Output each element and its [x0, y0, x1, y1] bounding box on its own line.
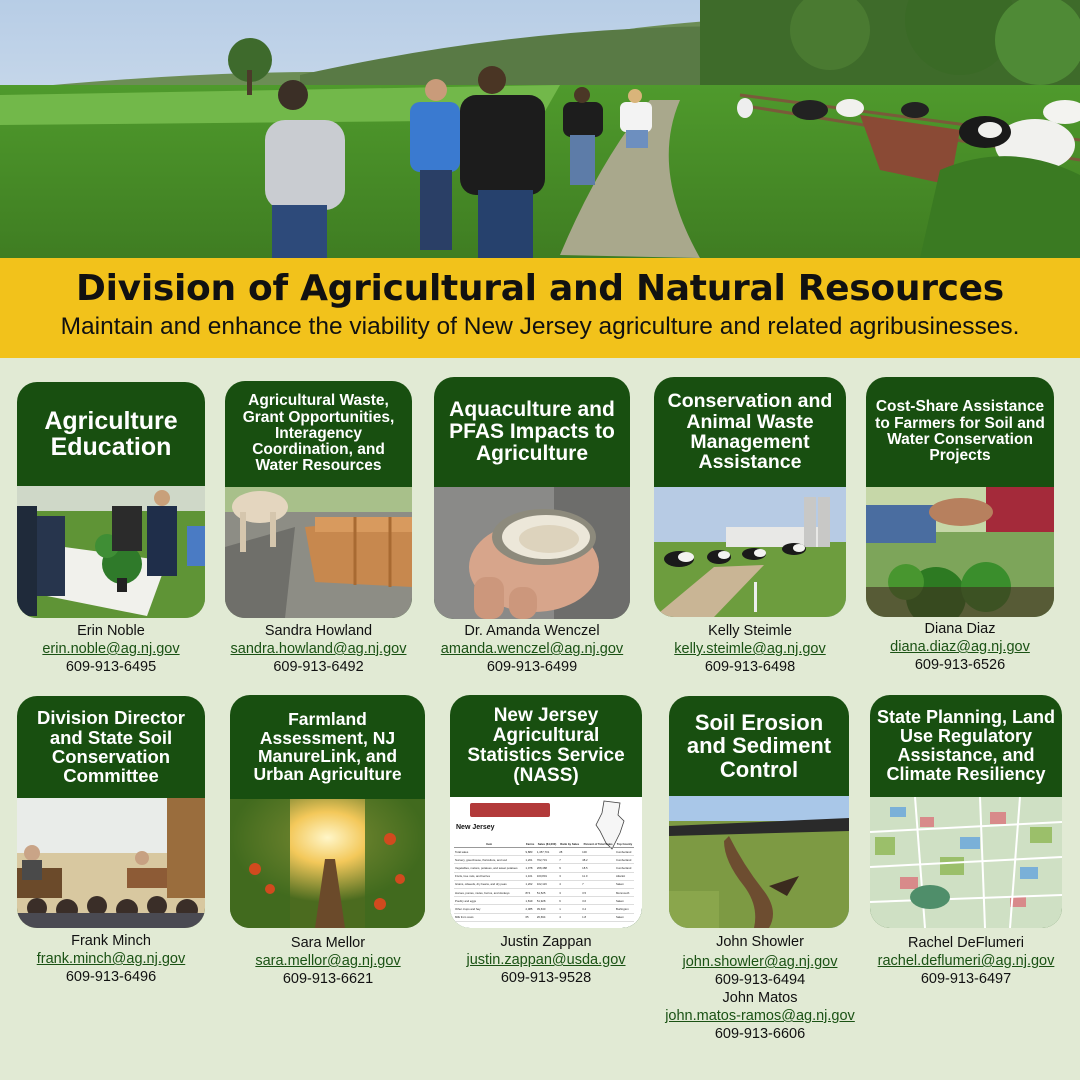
- contact-block: [648, 622, 852, 676]
- nass-sales-table: [454, 841, 634, 922]
- card-aquaculture-pfas: [434, 377, 630, 619]
- card-title: Agricultural Waste, Grant Opportunities, Interagency Coordination, and Water Resources: [242, 392, 395, 475]
- contact-name: Rachel DeFlumeri: [907, 935, 1025, 951]
- table-row: [454, 880, 634, 888]
- contact-name: Justin Zappan: [500, 934, 592, 950]
- table-cell: Salem: [615, 913, 634, 921]
- table-cell: 874: [524, 888, 535, 896]
- table-cell: 4: [558, 913, 581, 921]
- table-cell: Other crops and hay: [454, 905, 524, 913]
- contact-phone: 609-913-9528: [500, 970, 592, 986]
- table-cell: 1,101: [524, 872, 535, 880]
- card-title: Aquaculture and PFAS Impacts to Agriculture: [449, 397, 615, 466]
- table-cell: Atlantic: [615, 872, 634, 880]
- table-cell: 28: [558, 848, 581, 856]
- table-row: [454, 864, 634, 872]
- contact-name: Sara Mellor: [290, 935, 366, 951]
- students-plants-photo: [17, 486, 205, 618]
- table-cell: Milk from cows: [454, 913, 524, 921]
- table-cell: 3.4: [581, 905, 615, 913]
- page-subtitle: Maintain and enhance the viability of New Jersey agriculture and related agribusinesses.: [60, 313, 1020, 340]
- contact-name: John Showler: [716, 934, 804, 950]
- contact-block: [218, 622, 419, 676]
- table-cell: Total sales: [454, 848, 524, 856]
- card-farmland-assessment: [230, 695, 425, 928]
- contact-phone: 609-913-6492: [273, 659, 364, 675]
- card-title: Agriculture Education: [44, 406, 178, 461]
- contact-email-link[interactable]: erin.noble@ag.nj.gov: [42, 641, 180, 657]
- contact-phone: 609-913-6499: [486, 659, 578, 675]
- table-cell: Poultry and eggs: [454, 897, 524, 905]
- table-cell: Vegetables, melons, potatoes, and sweet potatoes: [454, 864, 524, 872]
- contact-phone: 609-913-6526: [914, 657, 1006, 673]
- nass-report-page: [450, 797, 642, 928]
- card-title: Cost-Share Assistance to Farmers for Soil and Water Conservation Projects: [875, 398, 1045, 465]
- card-division-director: [17, 696, 205, 928]
- nass-table-header-cell: Percent of Total Sales: [581, 841, 615, 848]
- table-cell: 3.5: [581, 888, 615, 896]
- card-soil-erosion: [669, 696, 849, 928]
- table-row: [454, 872, 634, 880]
- contact-email-link[interactable]: sara.mellor@ag.nj.gov: [255, 953, 401, 969]
- contact-name: Frank Minch: [71, 933, 151, 949]
- table-cell: 1,201: [524, 856, 535, 864]
- oyster-in-hand-photo: [434, 487, 630, 619]
- table-cell: 1,202: [524, 880, 535, 888]
- table-cell: 102,116: [536, 880, 558, 888]
- table-cell: 1: [558, 905, 581, 913]
- table-row: [454, 913, 634, 921]
- contact-email-link[interactable]: john.matos-ramos@ag.nj.gov: [665, 1008, 855, 1024]
- table-cell: 1,457,701: [536, 848, 558, 856]
- table-cell: Burlington: [615, 905, 634, 913]
- contact-name: Erin Noble: [77, 623, 145, 639]
- card-title: Conservation and Animal Waste Management Assistance: [667, 390, 833, 474]
- contact-email-link[interactable]: amanda.wenczel@ag.nj.gov: [440, 641, 624, 657]
- page-title: Division of Agricultural and Natural Resources: [76, 268, 1004, 309]
- table-cell: Grains, oilseeds, dry beans, and dry peas: [454, 880, 524, 888]
- table-cell: Cumberland: [615, 856, 634, 864]
- table-cell: 18.5: [581, 864, 615, 872]
- contact-name: Diana Diaz: [924, 621, 996, 637]
- contact-name: John Matos: [722, 990, 798, 1006]
- contact-email-link[interactable]: sandra.howland@ag.nj.gov: [230, 641, 407, 657]
- contact-phone: 609-913-6496: [65, 969, 157, 985]
- table-cell: 100: [581, 848, 615, 856]
- contact-phone: 609-913-6494: [714, 972, 806, 988]
- nass-table-header-cell: Sales ($1,000): [537, 842, 557, 846]
- contact-phone: 609-913-6606: [714, 1026, 806, 1042]
- table-cell: 51,928: [536, 897, 558, 905]
- table-cell: 7: [581, 880, 615, 888]
- table-cell: Salem: [615, 897, 634, 905]
- nass-table-header-cell: Rank by Sales: [560, 842, 580, 846]
- card-title: Farmland Assessment, NJ ManureLink, and Urban Agriculture: [253, 709, 402, 785]
- contact-name: Kelly Steimle: [708, 623, 792, 639]
- contact-block: [440, 933, 652, 987]
- table-row: [454, 897, 634, 905]
- table-cell: Monmouth: [615, 888, 634, 896]
- eroded-gully-photo: [669, 796, 849, 928]
- table-cell: 7: [558, 856, 581, 864]
- hero-photo: [0, 0, 1080, 258]
- table-cell: 1.8: [581, 913, 615, 921]
- table-cell: 1,819: [524, 897, 535, 905]
- card-title: New Jersey Agricultural Statistics Service (NASS): [467, 705, 625, 786]
- nass-table-header-cell: Top County: [616, 842, 633, 846]
- table-cell: Cumberland: [615, 848, 634, 856]
- card-title: Soil Erosion and Sediment Control: [686, 710, 832, 782]
- land-use-map: [870, 797, 1062, 928]
- contact-name: Dr. Amanda Wenczel: [464, 623, 600, 639]
- contact-email-link[interactable]: kelly.steimle@ag.nj.gov: [674, 641, 826, 657]
- table-cell: 3: [558, 872, 581, 880]
- table-cell: 4: [558, 880, 581, 888]
- card-agricultural-waste: [225, 381, 412, 618]
- contact-block: [860, 620, 1060, 674]
- table-row: [454, 848, 634, 856]
- contact-email-link[interactable]: john.showler@ag.nj.gov: [682, 954, 838, 970]
- dairy-cows-barn-photo: [654, 487, 846, 617]
- table-cell: 2,085: [524, 905, 535, 913]
- table-cell: 9: [558, 864, 581, 872]
- card-title: State Planning, Land Use Regulatory Assistance, and Climate Resiliency: [876, 707, 1055, 784]
- table-cell: 39,630: [536, 905, 558, 913]
- card-agriculture-education: [17, 382, 205, 618]
- contact-block: [424, 622, 640, 676]
- table-cell: 48.2: [581, 856, 615, 864]
- table-cell: Fruits, tree nuts, and berries: [454, 872, 524, 880]
- contact-block: [658, 933, 862, 1043]
- table-cell: Salem: [615, 880, 634, 888]
- nass-barn-graphic: [470, 803, 550, 817]
- contact-email-link[interactable]: rachel.deflumeri@ag.nj.gov: [877, 953, 1055, 969]
- contact-block: [226, 934, 430, 988]
- card-nass: [450, 695, 642, 928]
- card-title: Division Director and State Soil Conservation Committee: [36, 707, 186, 787]
- table-cell: Cumberland: [615, 864, 634, 872]
- table-row: [454, 905, 634, 913]
- table-cell: 26,694: [536, 913, 558, 921]
- table-cell: 65: [524, 913, 535, 921]
- contact-block: [866, 934, 1066, 988]
- table-cell: 1,078: [524, 864, 535, 872]
- contact-block: [10, 622, 212, 676]
- contact-block: [10, 932, 212, 986]
- table-cell: 160,801: [536, 872, 558, 880]
- table-cell: Nursery, greenhouse, floriculture, and sod: [454, 856, 524, 864]
- table-cell: Horses, ponies, mules, burros, and donkeys: [454, 888, 524, 896]
- contact-phone: 609-913-6495: [65, 659, 157, 675]
- contact-email-link[interactable]: diana.diaz@ag.nj.gov: [890, 639, 1030, 655]
- card-state-planning: [870, 695, 1062, 928]
- tomato-greenhouse-photo: [230, 799, 425, 928]
- table-cell: 6: [558, 897, 581, 905]
- contact-phone: 609-913-6621: [282, 971, 374, 987]
- table-cell: 3.6: [581, 897, 615, 905]
- table-cell: 3: [558, 888, 581, 896]
- table-row: [454, 856, 634, 864]
- contact-phone: 609-913-6498: [704, 659, 796, 675]
- table-row: [454, 888, 634, 896]
- table-cell: 9,883: [524, 848, 535, 856]
- meeting-room-photo: [17, 798, 205, 928]
- table-cell: 268,488: [536, 864, 558, 872]
- contact-email-link[interactable]: justin.zappan@usda.gov: [466, 952, 626, 968]
- nass-doc-heading: New Jersey: [456, 824, 495, 831]
- horse-compost-bins-photo: [225, 487, 412, 618]
- card-conservation-animal-waste: [654, 377, 846, 617]
- table-cell: 11.0: [581, 872, 615, 880]
- table-cell: 51,525: [536, 888, 558, 896]
- nass-table-header-cell: Item: [454, 841, 524, 848]
- card-cost-share: [866, 377, 1054, 617]
- table-cell: 702,731: [536, 856, 558, 864]
- contact-phone: 609-913-6497: [920, 971, 1012, 987]
- contact-email-link[interactable]: frank.minch@ag.nj.gov: [36, 951, 186, 967]
- title-banner: [0, 258, 1080, 358]
- nass-table-header-cell: Farms: [525, 842, 535, 846]
- contact-name: Sandra Howland: [264, 623, 373, 639]
- handshake-plants-photo: [866, 487, 1054, 617]
